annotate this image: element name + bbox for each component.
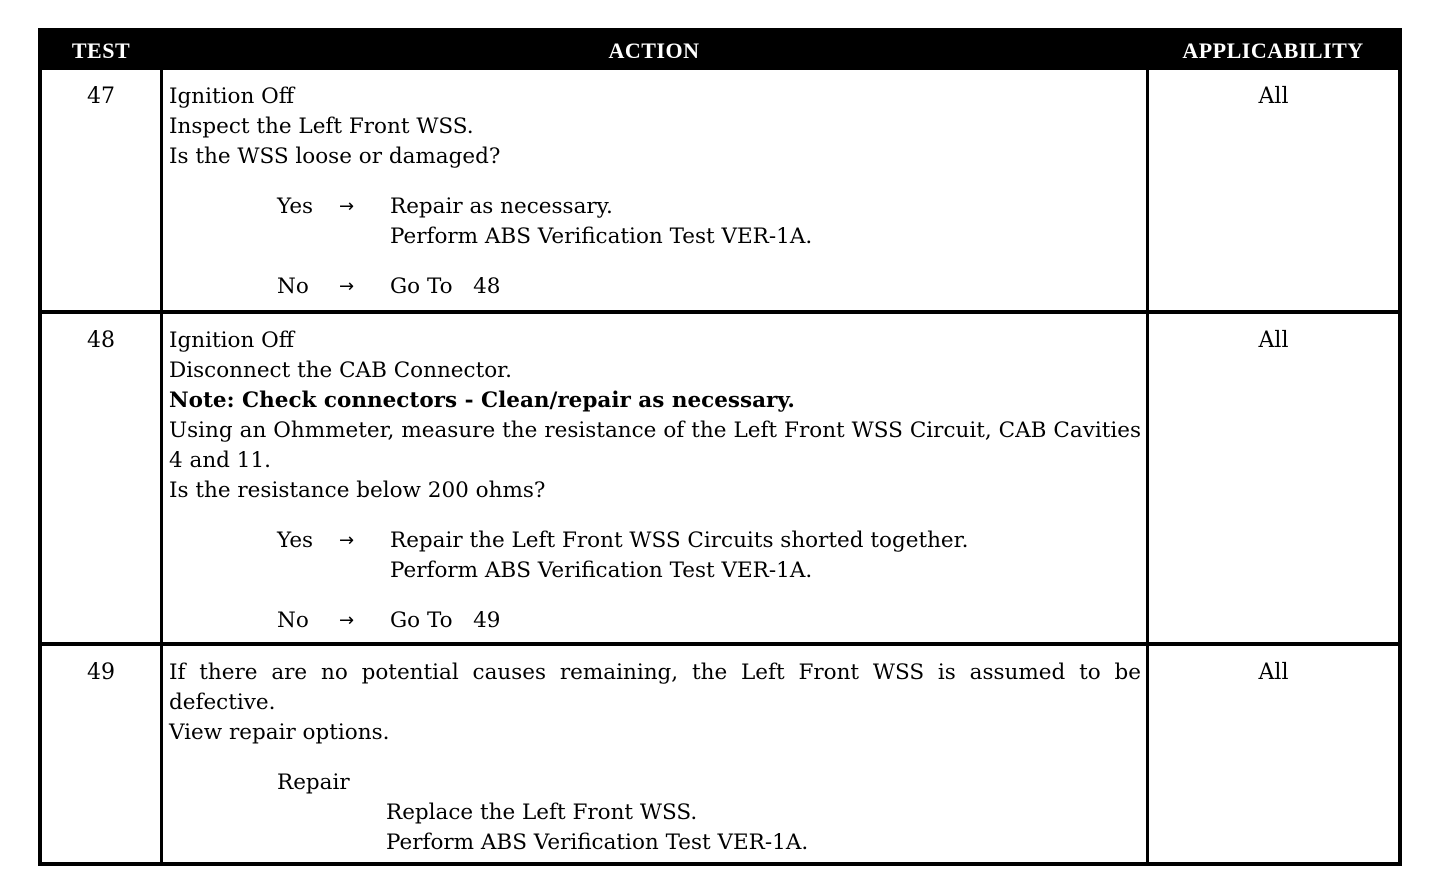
no-response [169,606,1141,636]
header-test: TEST [71,38,131,63]
action-cell [169,658,1141,858]
yes-response [169,526,1141,556]
header-action: ACTION [608,38,700,63]
yes-text: Repair the Left Front WSS Circuits shorted together. [390,528,969,553]
diagnostic-table [38,28,1402,866]
table-row-48 [42,310,1398,642]
go-to-link[interactable]: Go To 48 [390,274,501,299]
action-line: Inspect the Left Front WSS. [169,114,474,139]
action-line: Ignition Off [169,328,295,353]
arrow-right-icon: → [339,610,355,631]
action-paragraph: Using an Ohmmeter, measure the resistance of the Left Front WSS Circuit, CAB Cavities 4 and 11. [169,418,1141,473]
applicability-value: All [1258,328,1289,353]
no-label: No [277,274,309,299]
arrow-right-icon: → [339,276,355,297]
action-line: View repair options. [169,720,390,745]
action-line: Disconnect the CAB Connector. [169,358,512,383]
no-label: No [277,608,309,633]
arrow-right-icon: → [339,530,355,551]
test-number: 49 [87,660,115,685]
table-row-47 [42,70,1398,310]
note-line: Note: Check connectors - Clean/repair as necessary. [169,388,795,413]
arrow-right-icon: → [339,196,355,217]
yes-continuation: Perform ABS Verification Test VER-1A. [390,224,813,249]
table-row-49 [42,642,1398,866]
action-cell [169,82,1141,302]
go-to-link[interactable]: Go To 49 [390,608,501,633]
yes-label: Yes [277,194,314,219]
table-header [42,32,1398,70]
action-line: Is the WSS loose or damaged? [169,144,501,169]
yes-continuation: Perform ABS Verification Test VER-1A. [390,558,813,583]
applicability-value: All [1258,84,1289,109]
yes-label: Yes [277,528,314,553]
action-line: Is the resistance below 200 ohms? [169,478,546,503]
applicability-value: All [1258,660,1289,685]
repair-label: Repair [277,770,350,795]
header-applicability: APPLICABILITY [1182,38,1364,63]
test-number: 47 [87,84,115,109]
action-paragraph: If there are no potential causes remaining, the Left Front WSS is assumed to be defective. [169,660,1141,715]
repair-step: Replace the Left Front WSS. [386,800,698,825]
test-number: 48 [87,328,115,353]
yes-text: Repair as necessary. [390,194,613,219]
repair-step: Perform ABS Verification Test VER-1A. [386,830,809,855]
no-response [169,272,1141,302]
action-line: Ignition Off [169,84,295,109]
yes-response [169,192,1141,222]
action-cell [169,326,1141,636]
